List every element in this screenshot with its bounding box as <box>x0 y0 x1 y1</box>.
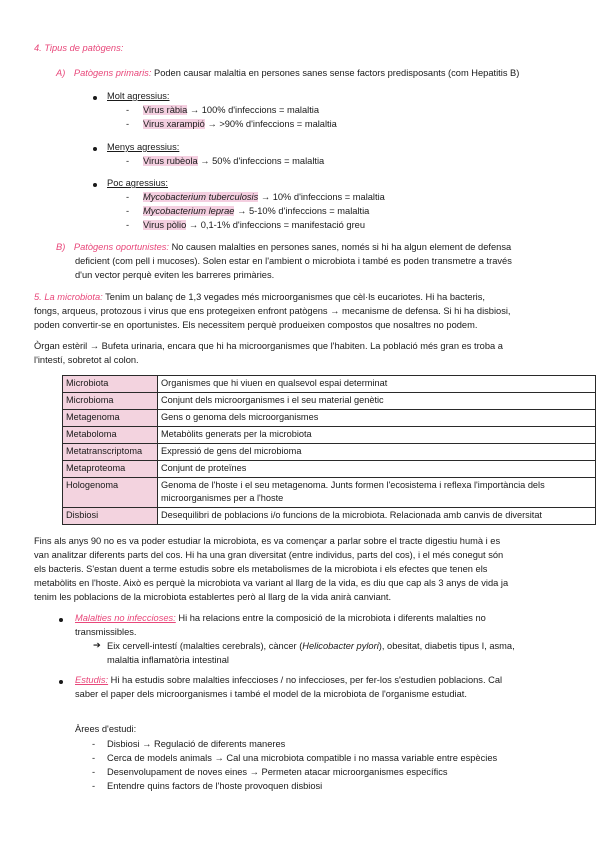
primary-letter: A) <box>56 68 66 78</box>
group-title-menys: Menys agressius: <box>107 142 180 152</box>
noninfectious-sub-line-2: malaltia inflamatòria intestinal <box>107 655 229 665</box>
pathogen-rate: → 0,1-1% d'infeccions = manifestació greu <box>188 220 366 230</box>
dash-icon: - <box>126 192 130 202</box>
definition-cell: Gens o genoma dels microorganismes <box>158 410 596 427</box>
definition-cell: Conjunt de proteïnes <box>158 461 596 478</box>
list-item <box>143 204 369 218</box>
table-row <box>63 461 596 478</box>
opportunist-line-3: d'un vector perquè eviten les barreres primàries. <box>75 270 275 280</box>
organ-text-2: l'intestí, sobretot al colon. <box>34 355 139 365</box>
pathogen-rate: → 50% d'infeccions = malaltia <box>200 156 325 166</box>
table-row <box>63 508 596 525</box>
term-cell: Disbiosi <box>63 508 158 525</box>
section-5-heading: 5. La microbiota: <box>34 292 103 302</box>
bullet-dot-icon <box>93 183 97 187</box>
studies-text-2: saber el paper dels microorganismes i també el model de la microbiota de l'organisme estudiat. <box>75 689 467 699</box>
primary-pathogens-line <box>56 66 519 80</box>
noninfectious-sub-line-1 <box>107 639 515 653</box>
list-item <box>143 190 385 204</box>
pathogen-rate: → 5-10% d'infeccions = malaltia <box>237 206 370 216</box>
pathogen-name: Virus pòlio <box>143 220 187 230</box>
table-row <box>63 444 596 461</box>
dash-icon: - <box>92 753 96 763</box>
term-cell: Metaproteoma <box>63 461 158 478</box>
definition-cell: Organismes que hi viuen en qualsevol espai determinat <box>158 376 596 393</box>
list-item <box>143 117 337 131</box>
arrow-right-icon: ➔ <box>93 640 101 650</box>
section-4-heading: 4. Tipus de patògens: <box>34 43 124 53</box>
dash-icon: - <box>126 105 130 115</box>
table-row <box>63 393 596 410</box>
noninfectious-text-1: Hi ha relacions entre la composició de la microbiota i diferents malalties no <box>178 613 486 623</box>
opportunist-label: Patògens oportunistes: <box>73 242 169 252</box>
microbiota-text-2: fongs, arqueus, protozous i virus que ens protegeixen enfront patògens → mecanisme de defensa. Si hi ha disbiosi, <box>34 306 511 316</box>
term-cell: Microbiota <box>63 376 158 393</box>
pathogen-name: Virus xarampió <box>143 119 205 129</box>
term-cell: Microbioma <box>63 393 158 410</box>
pathogen-rate: → >90% d'infeccions = malaltia <box>207 119 337 129</box>
opportunist-letter: B) <box>56 242 66 252</box>
dash-icon: - <box>92 767 96 777</box>
term-cell: Metaboloma <box>63 427 158 444</box>
group-title-poc: Poc agressius: <box>107 178 168 188</box>
noninfectious-label: Malalties no infeccioses: <box>75 613 176 623</box>
table-row <box>63 376 596 393</box>
primary-label: Patògens primaris: <box>73 68 152 78</box>
dash-icon: - <box>126 220 130 230</box>
table-row <box>63 427 596 444</box>
list-item <box>143 154 324 168</box>
pathogen-rate: → 10% d'infeccions = malaltia <box>260 192 385 202</box>
bullet-dot-icon <box>59 618 63 622</box>
history-line-2: van analitzar diferents parts del cos. Hi ha una gran diversitat (entre individus, parts del cos), i el més conegut són <box>34 550 504 560</box>
pathogen-name: Mycobacterium tuberculosis <box>143 192 259 202</box>
term-cell: Hologenoma <box>63 478 158 508</box>
history-line-3: els bacteris. S'estan duent a terme estudis sobre els metabolismes de la microbiota i els efectes que tenen els <box>34 564 488 574</box>
organ-text-1: Òrgan estèril → Bufeta urinaria, encara que hi ha microorganismes que l'habiten. La població més gran es troba a <box>34 341 503 351</box>
pathogen-name: Virus rubèola <box>143 156 198 166</box>
pathogen-name: Mycobacterium leprae <box>143 206 235 216</box>
microbiota-para-1 <box>34 290 485 304</box>
dash-icon: - <box>126 119 130 129</box>
bullet-dot-icon <box>93 96 97 100</box>
table-row <box>63 410 596 427</box>
history-line-1: Fins als anys 90 no es va poder estudiar la microbiota, es va començar a parlar sobre el tracte digestiu humà i es <box>34 536 501 546</box>
noninfectious-text-2: transmissibles. <box>75 627 137 637</box>
primary-text: Poden causar malaltia en persones sanes sense factors predisposants (com Hepatitis B) <box>154 68 520 78</box>
history-line-4: metabòlits en l'hoste. Això es perquè la microbiota va variant al llarg de la vida, es diu que cap als 3 anys de vida ja <box>34 578 509 588</box>
pathogen-rate: → 100% d'infeccions = malaltia <box>189 105 320 115</box>
area-item: Desenvolupament de noves eines → Permeten atacar microorganismes específics <box>107 767 448 777</box>
area-item: Disbiosi → Regulació de diferents maneres <box>107 739 286 749</box>
pathogen-name: Virus ràbia <box>143 105 188 115</box>
studies-text-1: Hi ha estudis sobre malalties infeccioses / no infeccioses, per fer-los s'estudien poblacions. Cal <box>110 675 503 685</box>
sub-post: ), obesitat, diabetis tipus I, asma, <box>378 641 515 651</box>
term-cell: Metagenoma <box>63 410 158 427</box>
studies-label: Estudis: <box>75 675 109 685</box>
dash-icon: - <box>126 206 130 216</box>
sub-pre: Eix cervell-intestí (malalties cerebrals), càncer ( <box>107 641 303 651</box>
group-title-molt: Molt agressius: <box>107 91 170 101</box>
bullet-dot-icon <box>59 680 63 684</box>
sub-ital: Helicobacter pylori <box>302 641 379 651</box>
definition-cell: Desequilibri de poblacions i/o funcions de la microbiota. Relacionada amb canvis de diversitat <box>158 508 596 525</box>
bullet-dot-icon <box>93 147 97 151</box>
dash-icon: - <box>92 781 96 791</box>
noninfectious-line-1 <box>75 611 486 625</box>
definitions-table <box>62 375 596 525</box>
dash-icon: - <box>126 156 130 166</box>
list-item <box>143 103 319 117</box>
definition-cell: Genoma de l'hoste i el seu metagenoma. Junts formen l'ecosistema i reflexa l'importància dels microorganismes per a l'hoste <box>158 478 596 508</box>
microbiota-text-3: poden convertir-se en oportunistes. Els necessitem perquè produeixen compostos que nosaltres no podem. <box>34 320 478 330</box>
opportunist-line-2: deficient (com pell i mucoses). Solen estar en l'ambient o microbiota i també es poden transmetre a través <box>75 256 512 266</box>
area-item: Entendre quins factors de l'hoste provoquen disbiosi <box>107 781 323 791</box>
studies-line-1 <box>75 673 502 687</box>
definition-cell: Metabòlits generats per la microbiota <box>158 427 596 444</box>
definition-cell: Expressió de gens del microbioma <box>158 444 596 461</box>
areas-title: Àrees d'estudi: <box>75 724 137 734</box>
opportunist-text-1: No causen malalties en persones sanes, només si hi ha algun element de defensa <box>171 242 512 252</box>
definition-cell: Conjunt dels microorganismes i el seu material genètic <box>158 393 596 410</box>
list-item <box>143 218 365 232</box>
dash-icon: - <box>92 739 96 749</box>
area-item: Cerca de models animals → Cal una microbiota compatible i no massa variable entre espècies <box>107 753 498 763</box>
history-line-5: tenim les poblacions de la microbiota establertes però al llarg de la vida anirà canviant. <box>34 592 392 602</box>
microbiota-text-1: Tenim un balanç de 1,3 vegades més microorganismes que cèl·ls eucariotes. Hi ha bacteris, <box>105 292 485 302</box>
term-cell: Metatranscriptoma <box>63 444 158 461</box>
opportunist-line-1 <box>56 240 511 254</box>
table-row <box>63 478 596 508</box>
